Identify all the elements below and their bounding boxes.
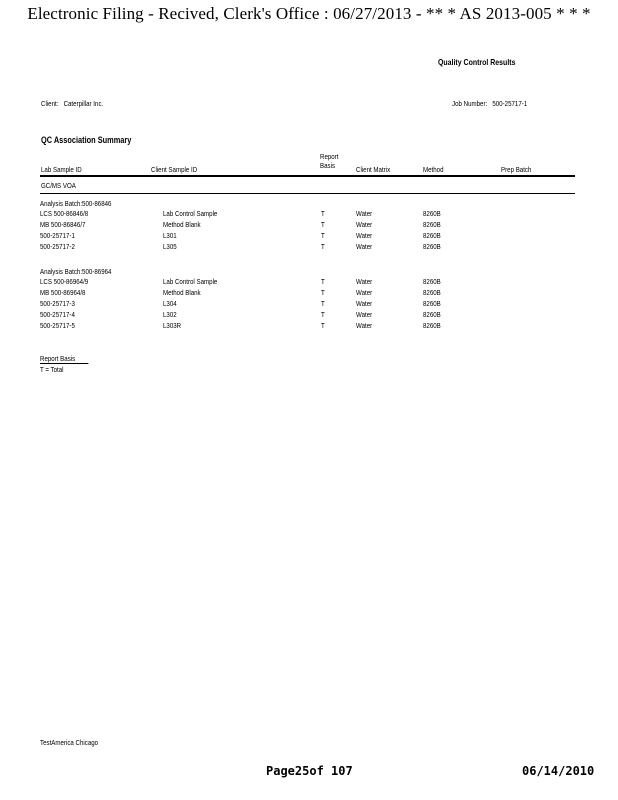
section-title: QC Association Summary [41,135,132,145]
cell-method: 8260B [423,321,441,330]
col-header-method: Method [423,165,444,174]
footer-lab-name: TestAmerica Chicago [40,738,99,747]
cell-report-basis: T [321,321,325,330]
analysis-batch-label: Analysis Batch:500-86964 [40,267,112,276]
cell-client-sample-id: L301 [163,231,177,240]
cell-client-sample-id: Lab Control Sample [163,277,218,286]
report-title: Quality Control Results [438,57,516,67]
cell-report-basis: T [321,231,325,240]
col-header-report-basis-1: Report [320,152,339,161]
cell-client-matrix: Water [356,277,373,286]
cell-report-basis: T [321,242,325,251]
cell-lab-sample-id: LCS 500-86846/8 [40,209,89,218]
group-rule [40,193,575,194]
cell-client-sample-id: Method Blank [163,288,201,297]
cell-report-basis: T [321,310,325,319]
group-label: GC/MS VOA [41,181,76,190]
cell-client-sample-id: L302 [163,310,177,319]
cell-client-sample-id: Method Blank [163,220,201,229]
report-basis-item: T = Total [40,365,64,374]
cell-method: 8260B [423,242,441,251]
cell-report-basis: T [321,220,325,229]
page-date: 06/14/2010 [522,764,595,778]
cell-lab-sample-id: 500-25717-5 [40,321,75,330]
cell-report-basis: T [321,277,325,286]
cell-client-matrix: Water [356,209,373,218]
col-header-report-basis-2: Basis [320,161,336,170]
cell-report-basis: T [321,299,325,308]
client-value: Caterpillar Inc. [63,99,104,108]
cell-client-matrix: Water [356,321,373,330]
cell-method: 8260B [423,299,441,308]
cell-method: 8260B [423,310,441,319]
cell-report-basis: T [321,288,325,297]
cell-report-basis: T [321,209,325,218]
col-header-lab-sample-id: Lab Sample ID [41,165,82,174]
cell-lab-sample-id: 500-25717-3 [40,299,75,308]
analysis-batch-label: Analysis Batch:500-86846 [40,199,112,208]
cell-lab-sample-id: LCS 500-86964/9 [40,277,89,286]
cell-method: 8260B [423,288,441,297]
cell-lab-sample-id: MB 500-86964/8 [40,288,86,297]
cell-client-sample-id: L305 [163,242,177,251]
filing-stamp: Electronic Filing - Recived, Clerk's Office : 06/27/2013 - ** * AS 2013-005 * * * [27,4,591,23]
cell-method: 8260B [423,277,441,286]
cell-client-matrix: Water [356,288,373,297]
cell-method: 8260B [423,209,441,218]
client-line [41,99,103,108]
cell-client-sample-id: Lab Control Sample [163,209,218,218]
page-number: Page25of 107 [266,764,353,778]
cell-client-matrix: Water [356,299,373,308]
cell-client-matrix: Water [356,231,373,240]
cell-lab-sample-id: 500-25717-2 [40,242,75,251]
cell-lab-sample-id: MB 500-86846/7 [40,220,86,229]
cell-method: 8260B [423,220,441,229]
cell-client-matrix: Water [356,220,373,229]
job-number-line [452,99,527,108]
cell-client-sample-id: L303R [163,321,182,330]
job-number-value: 500-25717-1 [492,99,528,108]
col-header-client-matrix: Client Matrix [356,165,391,174]
cell-lab-sample-id: 500-25717-4 [40,310,75,319]
header-rule [40,175,575,177]
cell-client-sample-id: L304 [163,299,177,308]
job-number-label: Job Number: [452,99,488,108]
report-basis-title: Report Basis [40,354,88,364]
cell-client-matrix: Water [356,242,373,251]
col-header-prep-batch: Prep Batch [501,165,532,174]
client-label: Client: [41,99,59,108]
col-header-client-sample-id: Client Sample ID [151,165,198,174]
cell-method: 8260B [423,231,441,240]
cell-client-matrix: Water [356,310,373,319]
cell-lab-sample-id: 500-25717-1 [40,231,75,240]
